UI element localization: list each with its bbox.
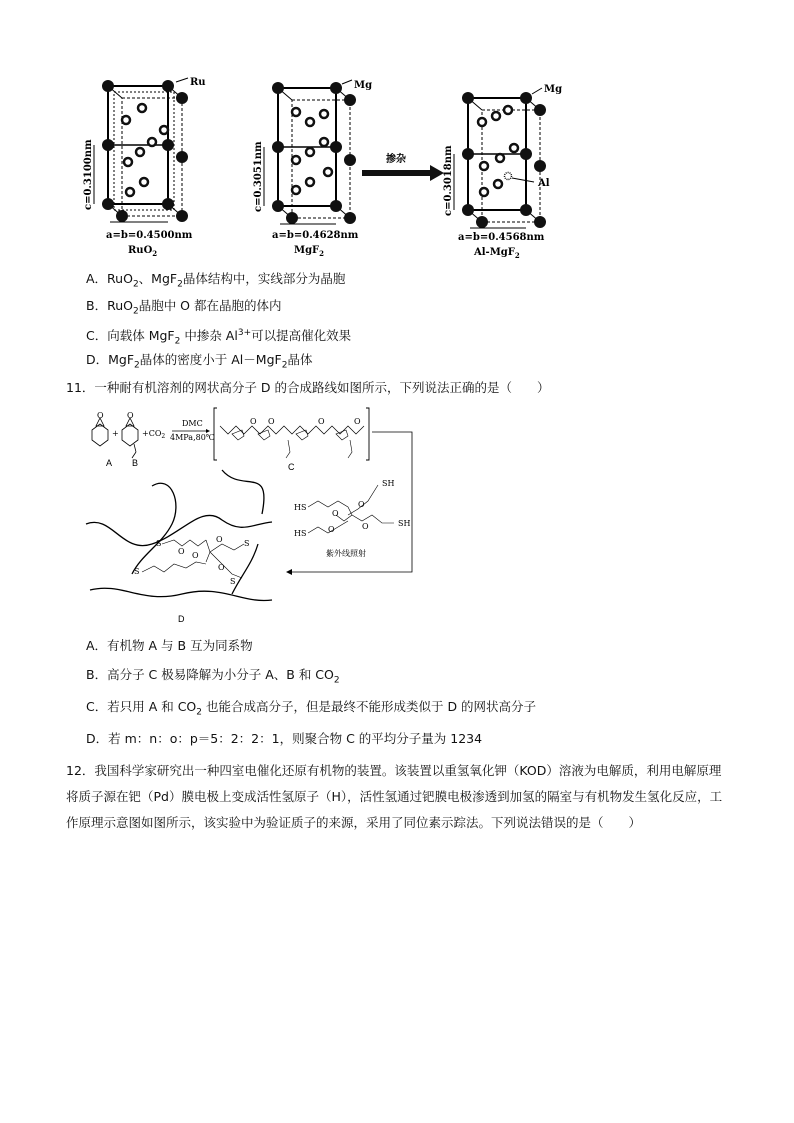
- svg-text:S: S: [134, 567, 140, 576]
- q11-option-d: D．若 m：n：o：p＝5：2：2：1，则聚合物 C 的平均分子量为 1234: [86, 731, 483, 746]
- svg-text:O: O: [328, 525, 335, 534]
- svg-text:D: D: [178, 614, 185, 624]
- svg-text:DMC: DMC: [182, 419, 203, 428]
- q10-option-c: C．向载体 MgF$_2$ 中掺杂 $Al^{3+}$可以提高催化效果: [86, 328, 352, 347]
- svg-text:O: O: [332, 509, 339, 518]
- svg-text:O: O: [268, 417, 275, 426]
- mgf2-unit-cell: [253, 80, 372, 258]
- monomer-b-structure: [122, 411, 138, 468]
- svg-text:O: O: [178, 547, 185, 556]
- co2-reagent: $+CO_2$: [142, 429, 166, 440]
- polymer-c-structure: [214, 408, 369, 472]
- svg-text:O: O: [97, 411, 104, 420]
- uv-irradiation-label: 紫外线照射: [326, 549, 366, 558]
- ruo2-c-label: c=0.3100nm: [83, 139, 94, 210]
- svg-text:O: O: [127, 411, 134, 420]
- ruo2-corner-label: Ru: [190, 77, 206, 88]
- svg-text:A: A: [106, 458, 113, 468]
- q12-stem: 12．我国科学家研究出一种四室电催化还原有机物的装置。该装置以重氢氧化钾（KOD）溶液为电解质，利用电解原理将质子源在钯（Pd）膜电极上变成活性氢原子（H），活性氢通过钯膜电极渗透到加氢的隔室与有机物发生氢化反应，工作原理示意图如图所示，该实验中为验证质子的来源，采用了同位素示踪法。下列说法错误的是（ ）: [66, 763, 723, 830]
- svg-text:O: O: [218, 563, 225, 572]
- svg-text:S: S: [230, 577, 236, 586]
- svg-text:O: O: [318, 417, 325, 426]
- svg-text:掺杂: 掺杂: [386, 154, 406, 165]
- q11-stem: 11．一种耐有机溶剂的网状高分子 D 的合成路线如图所示，下列说法正确的是（ ）: [66, 380, 550, 395]
- svg-text:O: O: [192, 551, 199, 560]
- al-mgf2-corner-label: Mg: [544, 84, 563, 95]
- ruo2-ab-label: a=b=0.4500nm: [106, 230, 193, 241]
- al-dopant-label: Al: [538, 178, 550, 189]
- doping-arrow: [362, 152, 444, 181]
- al-mgf2-name: Al-MgF$_2$: [474, 247, 520, 260]
- network-polymer-d: [86, 470, 272, 624]
- svg-text:S: S: [156, 539, 162, 548]
- svg-text:SH: SH: [398, 519, 411, 528]
- crystal-structures-figure: [80, 72, 580, 260]
- svg-text:4MPa,80℃: 4MPa,80℃: [170, 433, 215, 442]
- mgf2-corner-label: Mg: [354, 80, 373, 91]
- mgf2-c-label: c=0.3051nm: [253, 141, 264, 212]
- polymer-synthesis-scheme: [82, 404, 422, 624]
- svg-text:O: O: [362, 522, 369, 531]
- svg-text:SH: SH: [382, 479, 395, 488]
- ruo2-name: RuO$_2$: [128, 245, 158, 258]
- monomer-a-structure: [92, 411, 112, 468]
- q11-option-a: A．有机物 A 与 B 互为同系物: [86, 638, 253, 653]
- svg-text:O: O: [250, 417, 257, 426]
- svg-text:O: O: [358, 500, 365, 509]
- svg-text:B: B: [132, 458, 139, 468]
- svg-text:HS: HS: [294, 503, 307, 512]
- svg-text:O: O: [216, 535, 223, 544]
- svg-text:+: +: [112, 429, 119, 438]
- mgf2-ab-label: a=b=0.4628nm: [272, 230, 359, 241]
- al-mgf2-ab-label: a=b=0.4568nm: [458, 232, 545, 243]
- al-mgf2-unit-cell: [443, 84, 562, 260]
- mgf2-name: MgF$_2$: [294, 245, 325, 258]
- q11-option-b: B．高分子 C 极易降解为小分子 A、B 和 $CO_2$: [86, 667, 340, 686]
- ruo2-unit-cell: [83, 77, 206, 258]
- al-mgf2-c-label: c=0.3018nm: [443, 145, 454, 216]
- svg-text:C: C: [288, 462, 295, 472]
- svg-text:S: S: [244, 539, 250, 548]
- svg-text:O: O: [354, 417, 361, 426]
- q10-option-d: D．MgF$_2$晶体的密度小于 Al－MgF$_2$晶体: [86, 352, 313, 371]
- q10-option-b: B．RuO$_2$晶胞中 O 都在晶胞的体内: [86, 298, 282, 317]
- svg-text:HS: HS: [294, 529, 307, 538]
- q10-option-a: A．RuO$_2$、MgF$_2$晶体结构中，实线部分为晶胞: [86, 271, 346, 290]
- tetrathiol-crosslinker: [294, 479, 410, 558]
- q11-option-c: C．若只用 A 和 $CO_2$ 也能合成高分子，但是最终不能形成类似于 D 的网状高分子: [86, 699, 537, 718]
